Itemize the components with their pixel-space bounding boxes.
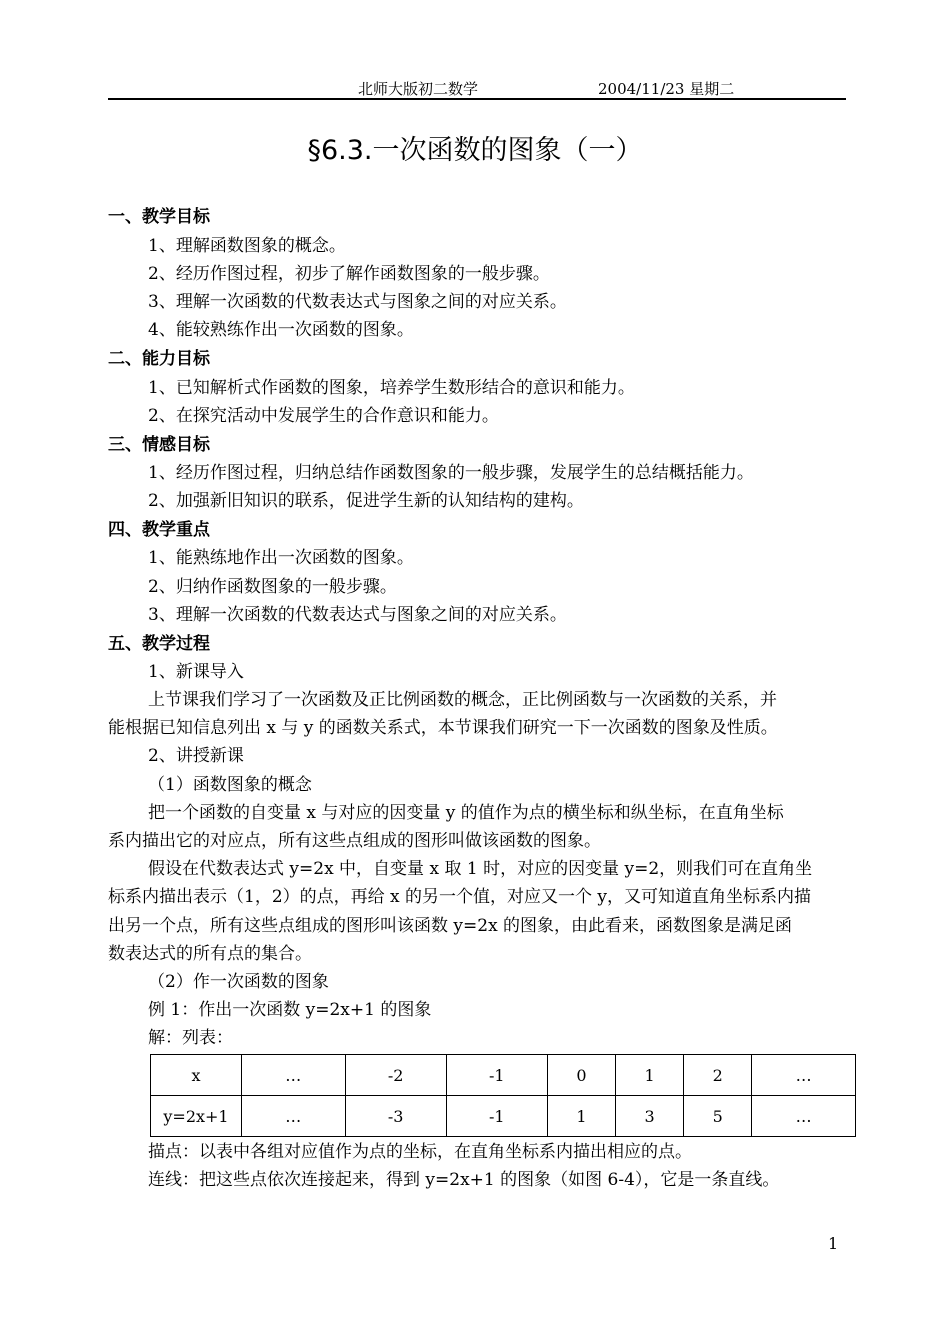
header-date: 2004/11/23 星期二 — [598, 80, 735, 98]
table-cell: x — [151, 1055, 242, 1096]
list-item: 1、能熟练地作出一次函数的图象。 — [148, 548, 414, 568]
subsection-new-lesson: 2、讲授新课 — [148, 746, 244, 766]
paragraph-line: 上节课我们学习了一次函数及正比例函数的概念，正比例函数与一次函数的关系，并 — [148, 690, 777, 710]
step-plot-points: 描点：以表中各组对应值作为点的坐标，在直角坐标系内描出相应的点。 — [148, 1142, 692, 1162]
table-cell: … — [752, 1096, 856, 1137]
paragraph-line: 能根据已知信息列出 x 与 y 的函数关系式，本节课我们研究一下一次函数的图象及性质。 — [108, 718, 778, 738]
list-item: 3、理解一次函数的代数表达式与图象之间的对应关系。 — [148, 292, 567, 312]
table-cell: 3 — [616, 1096, 684, 1137]
list-item: 2、在探究活动中发展学生的合作意识和能力。 — [148, 406, 499, 426]
section-heading-teaching-goals: 一、教学目标 — [108, 207, 210, 227]
table-row — [151, 1096, 856, 1137]
table-cell: -3 — [345, 1096, 446, 1137]
paragraph-line: 系内描出它的对应点，所有这些点组成的图形叫做该函数的图象。 — [108, 831, 601, 851]
table-cell: -1 — [446, 1096, 547, 1137]
paragraph-line: 数表达式的所有点的集合。 — [108, 944, 312, 964]
table-cell: … — [242, 1096, 346, 1137]
table-cell: 1 — [547, 1096, 615, 1137]
list-item: 2、归纳作函数图象的一般步骤。 — [148, 577, 397, 597]
table-cell: -2 — [345, 1055, 446, 1096]
section-heading-key-points: 四、教学重点 — [108, 520, 210, 540]
table-cell: -1 — [446, 1055, 547, 1096]
list-item: 2、经历作图过程，初步了解作函数图象的一般步骤。 — [148, 264, 550, 284]
example-title: 例 1：作出一次函数 y=2x+1 的图象 — [148, 1000, 432, 1020]
solution-label: 解：列表： — [148, 1028, 233, 1048]
table-cell: 2 — [684, 1055, 752, 1096]
subsection-intro: 1、新课导入 — [148, 662, 244, 682]
table-cell: … — [242, 1055, 346, 1096]
page-header — [108, 74, 846, 100]
header-course: 北师大版初二数学 — [358, 80, 479, 98]
section-heading-process: 五、教学过程 — [108, 634, 210, 654]
list-item: 1、理解函数图象的概念。 — [148, 236, 346, 256]
section-heading-emotion-goals: 三、情感目标 — [108, 435, 210, 455]
paragraph-line: 出另一个点，所有这些点组成的图形叫该函数 y=2x 的图象，由此看来，函数图象是满足函 — [108, 916, 793, 936]
paragraph-line: 假设在代数表达式 y=2x 中，自变量 x 取 1 时，对应的因变量 y=2，则我们可在直角坐 — [148, 859, 813, 879]
paragraph-line: 把一个函数的自变量 x 与对应的因变量 y 的值作为点的横坐标和纵坐标，在直角坐标 — [148, 803, 784, 823]
subsection-plot-linear: （2）作一次函数的图象 — [148, 972, 329, 992]
table-cell: 5 — [684, 1096, 752, 1137]
table-cell: 1 — [616, 1055, 684, 1096]
table-cell: y=2x+1 — [151, 1096, 242, 1137]
list-item: 1、经历作图过程，归纳总结作函数图象的一般步骤，发展学生的总结概括能力。 — [148, 463, 754, 483]
table-cell: … — [752, 1055, 856, 1096]
document-title: §6.3.一次函数的图象（一） — [307, 135, 643, 166]
list-item: 3、理解一次函数的代数表达式与图象之间的对应关系。 — [148, 605, 567, 625]
section-heading-ability-goals: 二、能力目标 — [108, 349, 210, 369]
page-number: 1 — [828, 1234, 839, 1253]
value-table — [150, 1054, 856, 1137]
list-item: 4、能较熟练作出一次函数的图象。 — [148, 320, 414, 340]
step-connect-lines: 连线：把这些点依次连接起来，得到 y=2x+1 的图象（如图 6-4），它是一条直线。 — [148, 1170, 780, 1190]
table-cell: 0 — [547, 1055, 615, 1096]
subsection-concept: （1）函数图象的概念 — [148, 775, 312, 795]
table-row — [151, 1055, 856, 1096]
list-item: 1、已知解析式作函数的图象，培养学生数形结合的意识和能力。 — [148, 378, 635, 398]
paragraph-line: 标系内描出表示（1，2）的点，再给 x 的另一个值，对应又一个 y，又可知道直角坐标系内描 — [108, 887, 812, 907]
list-item: 2、加强新旧知识的联系，促进学生新的认知结构的建构。 — [148, 491, 584, 511]
